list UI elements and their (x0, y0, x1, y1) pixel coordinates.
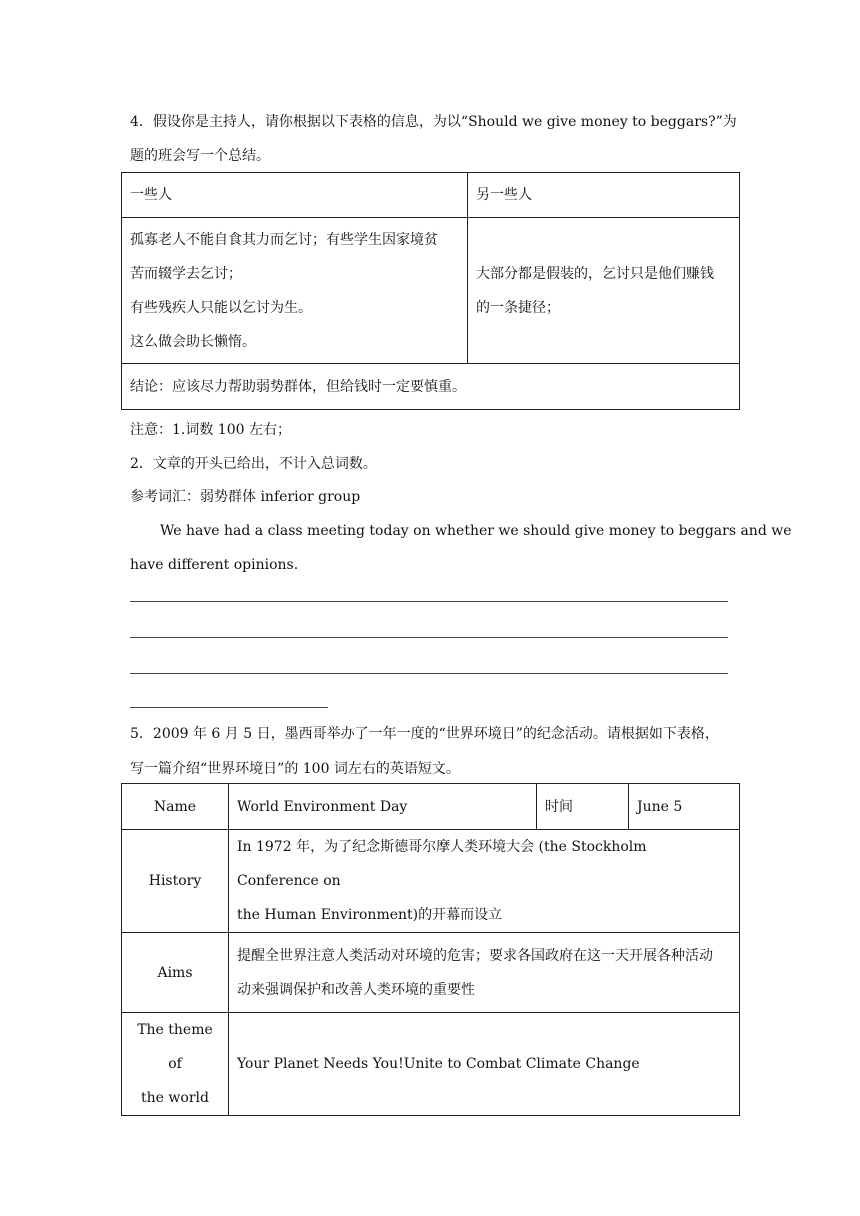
note-word-count: 注意：1.词数 100 左右； (130, 422, 291, 438)
theme-label: The theme of the world (122, 1013, 229, 1116)
header-other-people: 另一些人 (468, 173, 740, 218)
q5-prompt-line1: 5．2009 年 6 月 5 日，墨西哥举办了一年一度的“世界环境日”的纪念活动。请根据如下表格， (130, 726, 719, 742)
name-value: World Environment Day (229, 784, 537, 830)
reference-vocabulary: 参考词汇：弱势群体 inferior group (130, 489, 361, 505)
aims-label: Aims (122, 933, 229, 1013)
some-people-reasons: 孤寡老人不能自食其力而乞讨；有些学生因家境贫 苦而辍学去乞讨； 有些残疾人只能以乞讨为生。 这么做会助长懒惰。 (122, 218, 468, 364)
conclusion-cell: 结论：应该尽力帮助弱势群体，但给钱时一定要慎重。 (122, 364, 740, 410)
theme-value: Your Planet Needs You!Unite to Combat Climate Change (229, 1013, 740, 1116)
q4-prompt-line2: 题的班会写一个总结。 (130, 148, 270, 164)
time-value: June 5 (629, 784, 740, 830)
opening-line2: have different opinions. (130, 557, 299, 573)
q4-prompt-line1: 4．假设你是主持人，请你根据以下表格的信息，为以“Should we give money to beggars?”为 (130, 114, 737, 130)
header-some-people: 一些人 (122, 173, 468, 218)
time-label: 时间 (537, 784, 629, 830)
q5-prompt-line2: 写一篇介绍“世界环境日”的 100 词左右的英语短文。 (130, 761, 460, 777)
history-label: History (122, 830, 229, 933)
history-value: In 1972 年，为了纪念斯德哥尔摩人类环境大会 (the Stockholm Conference on the Human Environment)的开幕而设立 (229, 830, 740, 933)
other-people-reasons: 大部分都是假装的，乞讨只是他们赚钱 的一条捷径； (468, 218, 740, 364)
name-label: Name (122, 784, 229, 830)
q4-opinion-table (121, 172, 740, 410)
answer-line (130, 707, 328, 708)
answer-line (130, 637, 728, 638)
answer-line (130, 673, 728, 674)
note-opening-given: 2．文章的开头已给出，不计入总词数。 (130, 456, 377, 472)
aims-value: 提醒全世界注意人类活动对环境的危害；要求各国政府在这一天开展各种活动 动来强调保护和改善人类环境的重要性 (229, 933, 740, 1013)
q5-info-table (121, 783, 740, 1116)
answer-line (130, 601, 728, 602)
opening-line1: We have had a class meeting today on whether we should give money to beggars and we (160, 523, 792, 539)
